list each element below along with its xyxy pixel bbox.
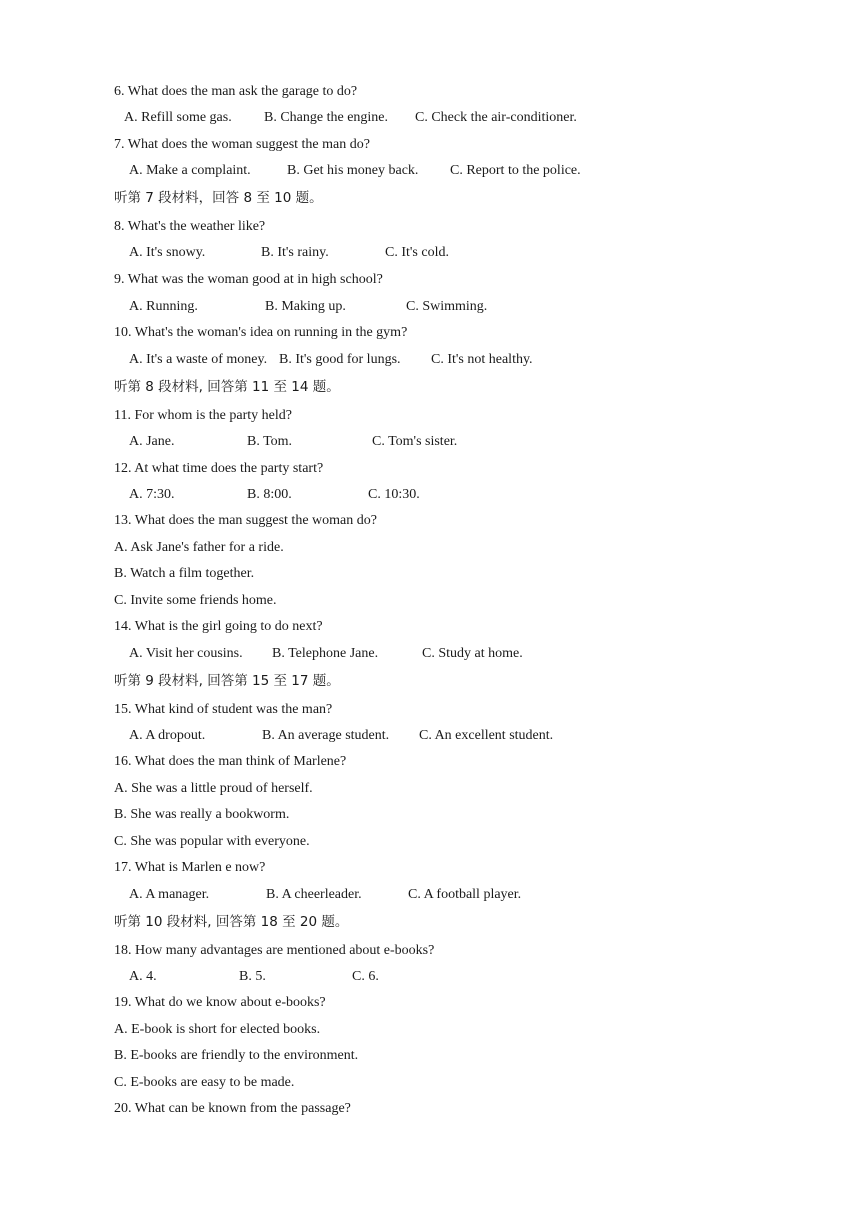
option-c: C. A football player. [408,887,522,902]
question-18-options [0,968,760,986]
option-c: C. It's cold. [385,245,449,260]
option-c: C. Check the air-conditioner. [415,110,577,125]
question-7: 7. What does the woman suggest the man do? [114,137,370,152]
question-18: 18. How many advantages are mentioned about e-books? [114,943,435,958]
question-16-option-a: A. She was a little proud of herself. [114,781,313,796]
option-c: C. 6. [352,969,379,984]
question-17-options [0,886,760,904]
option-a: A. 7:30. [129,487,175,502]
question-13-option-a: A. Ask Jane's father for a ride. [114,540,284,555]
question-6-options [0,109,760,127]
option-c: C. It's not healthy. [431,352,533,367]
option-c: C. Swimming. [406,299,488,314]
question-16: 16. What does the man think of Marlene? [114,754,347,769]
option-a: A. It's a waste of money. [129,352,268,367]
option-b: B. Get his money back. [287,163,419,178]
question-14-options [0,645,760,663]
option-b: B. Making up. [265,299,346,314]
question-9-options [0,298,760,316]
option-b: B. Change the engine. [264,110,389,125]
question-8-options [0,244,760,262]
question-7-options [0,162,760,180]
section-heading-10: 听第 10 段材料, 回答第 18 至 20 题。 [114,914,349,930]
option-b: B. 8:00. [247,487,292,502]
option-b: B. An average student. [262,728,390,743]
option-b: B. Tom. [247,434,293,449]
question-15-options [0,727,760,745]
option-a: A. 4. [129,969,157,984]
option-a: A. Refill some gas. [124,110,232,125]
question-10-options [0,351,760,369]
option-b: B. It's good for lungs. [279,352,401,367]
question-19-option-c: C. E-books are easy to be made. [114,1075,295,1090]
question-11: 11. For whom is the party held? [114,408,292,423]
question-15: 15. What kind of student was the man? [114,702,333,717]
question-13: 13. What does the man suggest the woman do? [114,513,377,528]
option-a: A. Visit her cousins. [129,646,243,661]
question-12-options [0,486,760,504]
option-a: A. Jane. [129,434,175,449]
question-17: 17. What is Marlen e now? [114,860,266,875]
question-16-option-b: B. She was really a bookworm. [114,807,290,822]
section-heading-9: 听第 9 段材料, 回答第 15 至 17 题。 [114,673,340,689]
question-9: 9. What was the woman good at in high school? [114,272,383,287]
question-19-option-b: B. E-books are friendly to the environment. [114,1048,359,1063]
question-11-options [0,433,760,451]
option-b: B. 5. [239,969,266,984]
question-13-option-c: C. Invite some friends home. [114,593,277,608]
question-8: 8. What's the weather like? [114,219,266,234]
option-c: C. An excellent student. [419,728,554,743]
question-6: 6. What does the man ask the garage to do? [114,84,358,99]
option-c: C. Report to the police. [450,163,581,178]
question-13-option-b: B. Watch a film together. [114,566,255,581]
question-12: 12. At what time does the party start? [114,461,324,476]
option-a: A. Running. [129,299,198,314]
question-10: 10. What's the woman's idea on running in the gym? [114,325,408,340]
section-heading-7: 听第 7 段材料，回答 8 至 10 题。 [114,190,323,206]
question-19: 19. What do we know about e-books? [114,995,326,1010]
option-c: C. 10:30. [368,487,420,502]
section-heading-8: 听第 8 段材料, 回答第 11 至 14 题。 [114,379,340,395]
option-a: A. A dropout. [129,728,206,743]
option-a: A. Make a complaint. [129,163,251,178]
option-c: C. Study at home. [422,646,523,661]
option-b: B. It's rainy. [261,245,329,260]
question-19-option-a: A. E-book is short for elected books. [114,1022,321,1037]
question-16-option-c: C. She was popular with everyone. [114,834,310,849]
question-20: 20. What can be known from the passage? [114,1101,351,1116]
option-b: B. Telephone Jane. [272,646,379,661]
option-a: A. A manager. [129,887,210,902]
option-b: B. A cheerleader. [266,887,362,902]
option-a: A. It's snowy. [129,245,206,260]
question-14: 14. What is the girl going to do next? [114,619,323,634]
option-c: C. Tom's sister. [372,434,458,449]
